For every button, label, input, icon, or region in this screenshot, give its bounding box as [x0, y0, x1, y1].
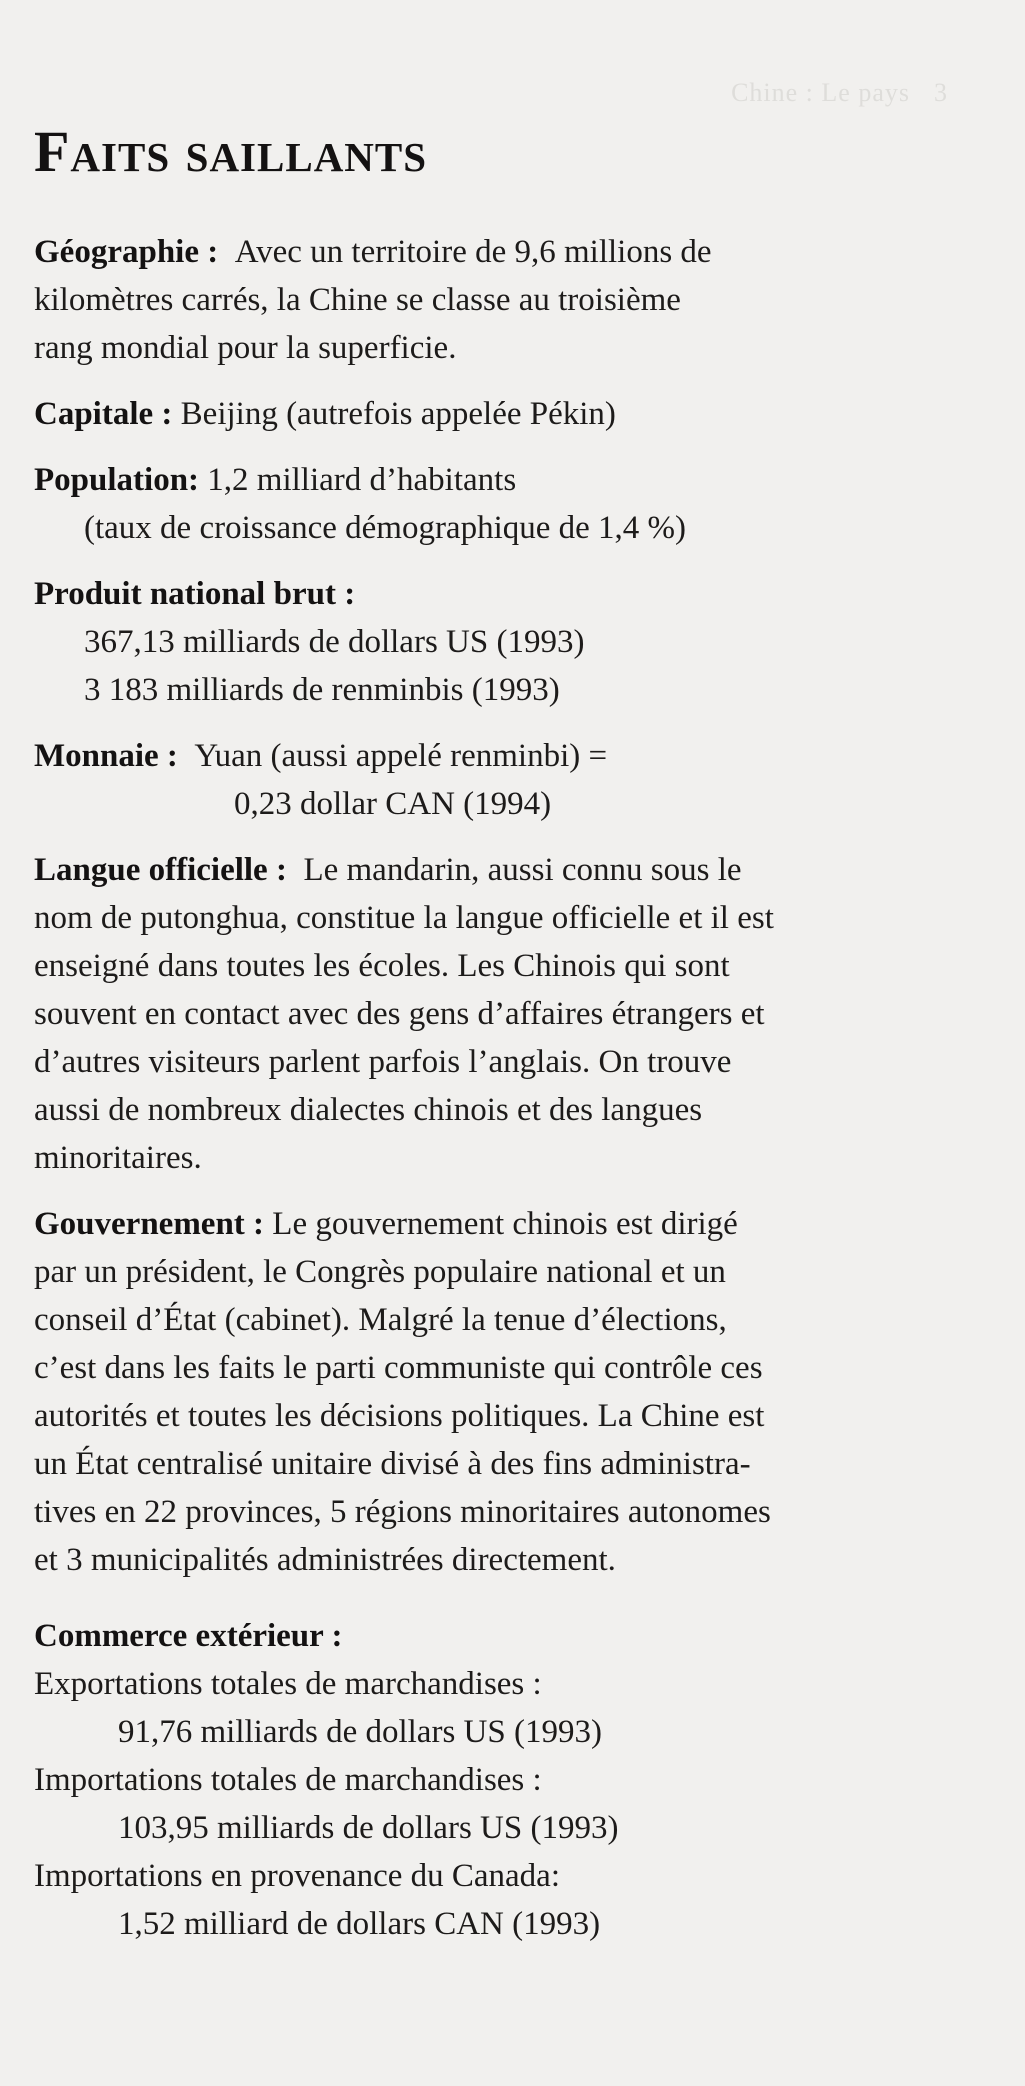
langue-line5: d’autres visiteurs parlent parfois l’anglais. On trouve — [34, 1044, 732, 1080]
commerce-can-value: 1,52 milliard de dollars CAN (1993) — [118, 1906, 601, 1942]
commerce-imp-value: 103,95 milliards de dollars US (1993) — [118, 1810, 619, 1846]
population-label: Population: — [34, 462, 200, 498]
gouvernement-line8: et 3 municipalités administrées directement. — [34, 1542, 616, 1578]
gouvernement-line7: tives en 22 provinces, 5 régions minoritaires autonomes — [34, 1494, 771, 1530]
commerce-imp-label: Importations totales de marchandises : — [34, 1762, 542, 1798]
facts-content — [34, 228, 912, 1966]
fact-monnaie — [34, 732, 912, 828]
gouvernement-line4: c’est dans les faits le parti communiste qui contrôle ces — [34, 1350, 763, 1386]
monnaie-value1: Yuan (aussi appelé renminbi) = — [194, 738, 608, 774]
fact-geographie — [34, 228, 912, 372]
langue-line1: Le mandarin, aussi connu sous le — [303, 852, 742, 888]
population-detail: (taux de croissance démographique de 1,4 %) — [84, 510, 687, 546]
commerce-exp-label: Exportations totales de marchandises : — [34, 1666, 542, 1702]
monnaie-value2: 0,23 dollar CAN (1994) — [234, 786, 552, 822]
pnb-value2: 3 183 milliards de renminbis (1993) — [84, 672, 560, 708]
geographie-label: Géographie : — [34, 234, 219, 270]
commerce-exp-value: 91,76 milliards de dollars US (1993) — [118, 1714, 602, 1750]
commerce-label: Commerce extérieur : — [34, 1618, 343, 1654]
fact-capitale — [34, 390, 912, 438]
gouvernement-line1: Le gouvernement chinois est dirigé — [272, 1206, 738, 1242]
fact-gouvernement — [34, 1200, 912, 1584]
capitale-value: Beijing (autrefois appelée Pékin) — [180, 396, 616, 432]
langue-line3: enseigné dans toutes les écoles. Les Chinois qui sont — [34, 948, 730, 984]
fact-population — [34, 456, 912, 552]
capitale-label: Capitale : — [34, 396, 173, 432]
page-number: 3 — [934, 78, 947, 107]
langue-line6: aussi de nombreux dialectes chinois et des langues — [34, 1092, 703, 1128]
gouvernement-line5: autorités et toutes les décisions politiques. La Chine est — [34, 1398, 765, 1434]
fact-commerce — [34, 1612, 912, 1948]
commerce-can-label: Importations en provenance du Canada: — [34, 1858, 560, 1894]
pnb-label: Produit national brut : — [34, 576, 356, 612]
monnaie-label: Monnaie : — [34, 738, 178, 774]
geographie-line1: Avec un territoire de 9,6 millions de — [234, 234, 712, 270]
pnb-value1: 367,13 milliards de dollars US (1993) — [84, 624, 585, 660]
gouvernement-line2: par un président, le Congrès populaire national et un — [34, 1254, 726, 1290]
langue-line4: souvent en contact avec des gens d’affaires étrangers et — [34, 996, 765, 1032]
gouvernement-label: Gouvernement : — [34, 1206, 265, 1242]
section-heading: Faits saillants — [34, 119, 428, 184]
geographie-line2: kilomètres carrés, la Chine se classe au troisième — [34, 282, 681, 318]
langue-label: Langue officielle : — [34, 852, 287, 888]
gouvernement-line3: conseil d’État (cabinet). Malgré la tenue d’élections, — [34, 1302, 727, 1338]
fact-pnb — [34, 570, 912, 714]
langue-line2: nom de putonghua, constitue la langue officielle et il est — [34, 900, 774, 936]
geographie-line3: rang mondial pour la superficie. — [34, 330, 457, 366]
fact-langue — [34, 846, 912, 1182]
langue-line7: minoritaires. — [34, 1140, 202, 1176]
population-value: 1,2 milliard d’habitants — [207, 462, 517, 498]
gouvernement-line6: un État centralisé unitaire divisé à des fins administra- — [34, 1446, 751, 1482]
running-head: Chine : Le pays — [731, 78, 910, 107]
